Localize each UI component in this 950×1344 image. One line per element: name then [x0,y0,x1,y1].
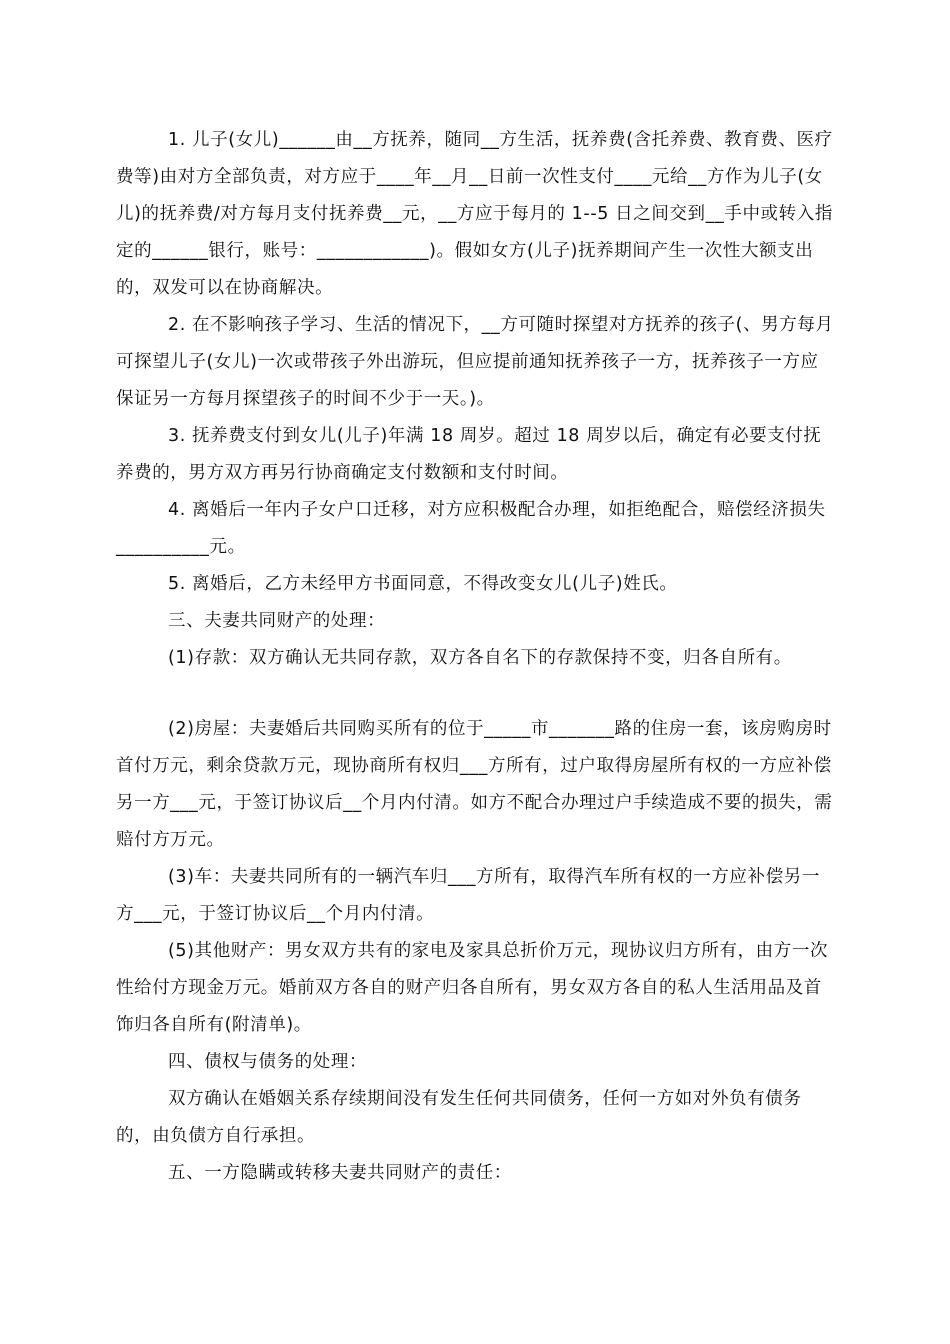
paragraph-car: (3)车：夫妻共同所有的一辆汽车归___方所有，取得汽车所有权的一方应补偿另一方___元，于签订协议后__个月内付清。 [116,867,820,924]
section-heading-debts: 四、债权与债务的处理： [168,1052,368,1072]
paragraph-deposits: (1)存款：双方确认无共同存款，双方各自名下的存款保持不变，归各自所有。 [168,648,792,668]
section-heading-concealment: 五、一方隐瞒或转移夫妻共同财产的责任： [168,1163,512,1183]
paragraph-surname: 5. 离婚后，乙方未经甲方书面同意，不得改变女儿(儿子)姓氏。 [168,574,678,594]
paragraph-support-duration: 3. 抚养费支付到女儿(儿子)年满 18 周岁。超过 18 周岁以后，确定有必要支付抚养费的，男方双方再另行协商确定支付数额和支付时间。 [116,426,822,483]
paragraph-custody: 1. 儿子(女儿)______由__方抚养，随同__方生活，抚养费(含托养费、教育费、医疗费等)由对方全部负责，对方应于____年__月__日前一次性支付____元给__方作为儿子(女儿)的抚养费/对方每月支付抚养费__元，__方应于每月的 1--5 日之间交到__手中或转入指定的______银行，账号：____________)。假如女方(儿子)抚养期间产生一次性大额支出的，双发可以在协商解决。 [116,130,833,298]
paragraph-house: (2)房屋：夫妻婚后共同购买所有的位于_____市_______路的住房一套，该房购房时首付万元，剩余贷款万元，现协商所有权归___方所有，过户取得房屋所有权的一方应补偿另一方___元，于签订协议后__个月内付清。如方不配合办理过户手续造成不要的损失，需赔付方万元。 [116,719,833,850]
blank-gap [116,677,834,711]
paragraph-other-property: (5)其他财产：男女双方共有的家电及家具总折价万元，现协议归方所有，由方一次性给付方现金万元。婚前双方各自的财产归各自所有，男女双方各自的私人生活用品及首饰归各自所有(附清单)。 [116,941,829,1035]
section-heading-joint-property: 三、夫妻共同财产的处理： [168,611,386,631]
paragraph-debts: 双方确认在婚姻关系存续期间没有发生任何共同债务，任何一方如对外负有债务的，由负债方自行承担。 [116,1089,802,1146]
paragraph-visitation: 2. 在不影响孩子学习、生活的情况下，__方可随时探望对方抚养的孩子(、男方每月可探望儿子(女儿)一次或带孩子外出游玩，但应提前通知抚养孩子一方，抚养孩子一方应保证另一方每月探望孩子的时间不少于一天。)。 [116,315,834,409]
paragraph-household-registration: 4. 离婚后一年内子女户口迁移，对方应积极配合办理，如拒绝配合，赔偿经济损失__________元。 [116,500,826,557]
